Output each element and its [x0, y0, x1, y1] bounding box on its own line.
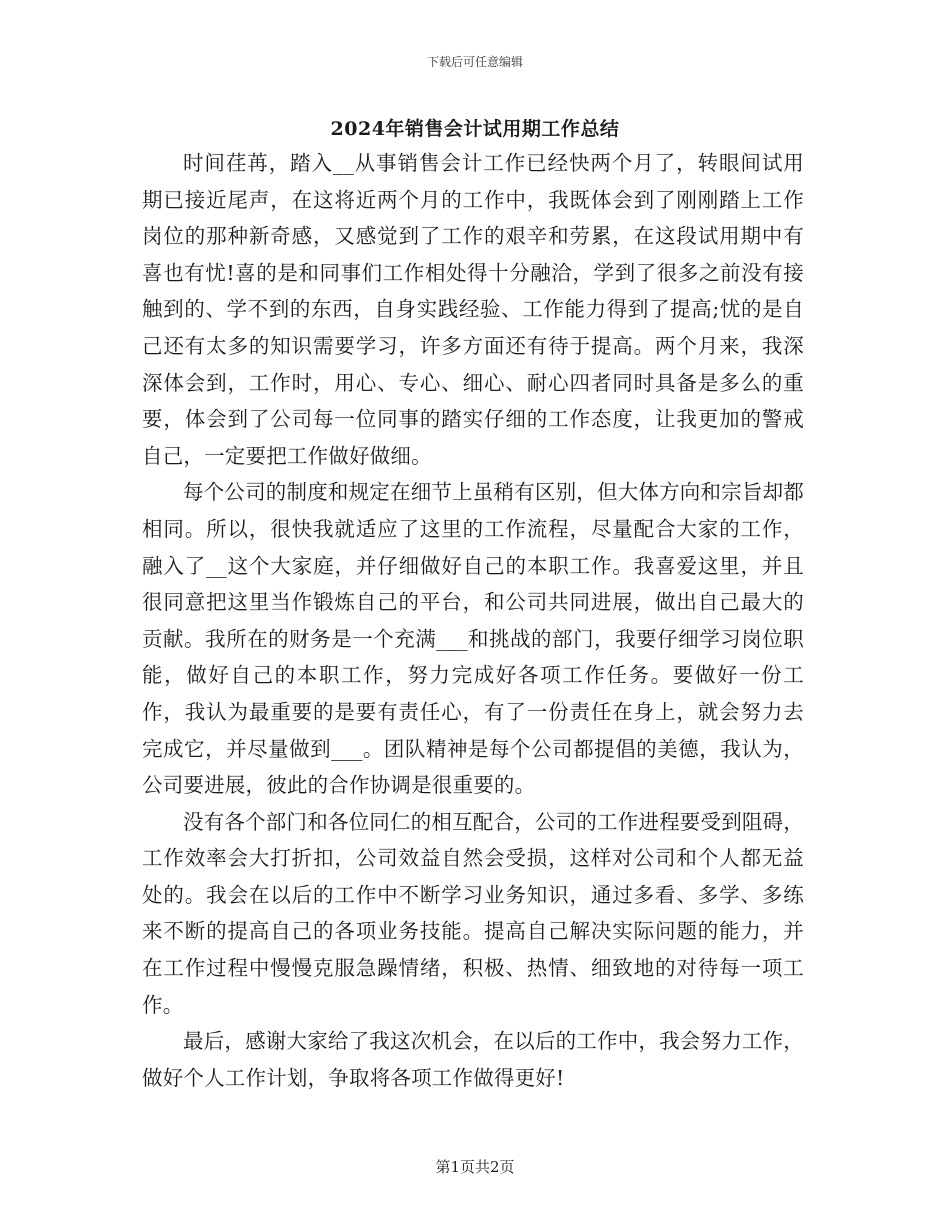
paragraph-1: 时间荏苒，踏入__从事销售会计工作已经快两个月了，转眼间试用期已接近尾声，在这将近两个月的工作中，我既体会到了刚刚踏上工作岗位的那种新奇感，又感觉到了工作的艰辛和劳累，在这段试用期中有喜也有忧!喜的是和同事们工作相处得十分融洽，学到了很多之前没有接触到的、学不到的东西，自身实践经验、工作能力得到了提高;忧的是自己还有太多的知识需要学习，许多方面还有待于提高。两个月来，我深深体会到，工作时，用心、专心、细心、耐心四者同时具备是多么的重要，体会到了公司每一位同事的踏实仔细的工作态度，让我更加的警戒自己，一定要把工作做好做细。: [142, 151, 804, 468]
header-note: 下载后可任意编辑: [426, 55, 523, 69]
paragraph-2: 每个公司的制度和规定在细节上虽稍有区别，但大体方向和宗旨却都相同。所以，很快我就适应了这里的工作流程，尽量配合大家的工作，融入了__这个大家庭，并仔细做好自己的本职工作。我喜爱这里，并且很同意把这里当作锻炼自己的平台，和公司共同进展，做出自己最大的贡献。我所在的财务是一个充满___和挑战的部门，我要仔细学习岗位职能，做好自己的本职工作，努力完成好各项工作任务。要做好一份工作，我认为最重要的是要有责任心，有了一份责任在身上，就会努力去完成它，并尽量做到___。团队精神是每个公司都提倡的美德，我认为，公司要进展，彼此的合作协调是很重要的。: [142, 480, 804, 798]
document-title: 2024年销售会计试用期工作总结: [330, 118, 620, 140]
paragraph-4: 最后，感谢大家给了我这次机会，在以后的工作中，我会努力工作，做好个人工作计划，争取将各项工作做得更好!: [142, 1029, 804, 1090]
page-footer: 第1页共2页: [435, 1158, 515, 1176]
document-body: [142, 145, 804, 1096]
paragraph-3: 没有各个部门和各位同仁的相互配合，公司的工作进程要受到阻碍，工作效率会大打折扣，公司效益自然会受损，这样对公司和个人都无益处的。我会在以后的工作中不断学习业务知识，通过多看、多学、多练来不断的提高自己的各项业务技能。提高自己解决实际问题的能力，并在工作过程中慢慢克服急躁情绪，积极、热情、细致地的对待每一项工作。: [142, 809, 804, 1017]
